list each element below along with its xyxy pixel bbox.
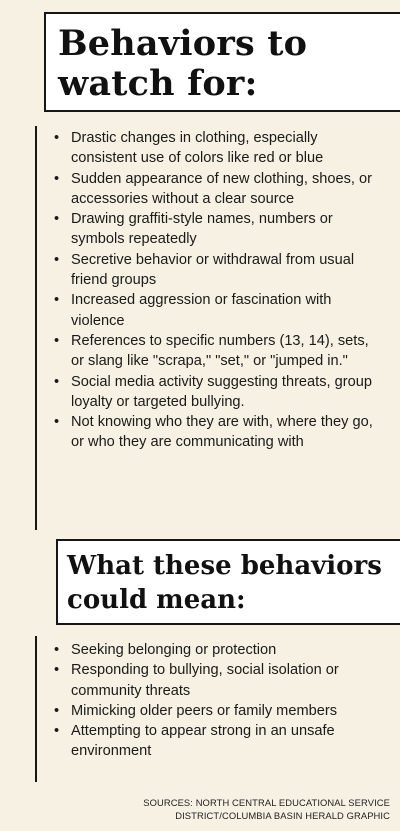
- bullet-icon: •: [54, 414, 60, 431]
- meanings-heading-line1: What these behaviors: [67, 551, 382, 581]
- list-item: [52, 128, 374, 169]
- sources-line1: SOURCES: NORTH CENTRAL EDUCATIONAL SERVICE: [143, 797, 390, 808]
- list-item-text: Social media activity suggesting threats, group loyalty or targeted bullying.: [71, 373, 372, 410]
- list-item: [52, 701, 374, 721]
- bullet-icon: •: [54, 642, 60, 658]
- list-item: [52, 169, 374, 210]
- list-item: [52, 640, 374, 660]
- sources-credit: [100, 796, 390, 822]
- bullet-icon: •: [54, 373, 60, 390]
- behaviors-list: [52, 128, 374, 453]
- bullet-icon: •: [54, 662, 60, 679]
- meanings-heading: [58, 541, 400, 617]
- behaviors-heading-box: [44, 12, 400, 112]
- bullet-icon: •: [54, 292, 60, 309]
- list-item: [52, 721, 374, 762]
- bullet-icon: •: [54, 251, 60, 268]
- list-item-text: References to specific numbers (13, 14), sets, or slang like "scrapa," "set," or "jumped in.": [71, 332, 369, 370]
- list-item: [52, 209, 374, 250]
- sources-line2: DISTRICT/COLUMBIA BASIN HERALD GRAPHIC: [175, 810, 390, 821]
- list-item: [52, 660, 374, 701]
- meanings-heading-line2: could mean:: [67, 585, 246, 615]
- behaviors-heading: [46, 14, 400, 104]
- list-item-text: Responding to bullying, social isolation or community threats: [71, 662, 339, 699]
- bullet-icon: •: [54, 702, 60, 719]
- meanings-list: [52, 640, 374, 762]
- list-item: [52, 331, 374, 372]
- list-item: [52, 412, 374, 453]
- list-item: [52, 290, 374, 331]
- bullet-icon: •: [54, 130, 60, 146]
- bullet-icon: •: [54, 170, 60, 187]
- list-item-text: Not knowing who they are with, where they go, or who they are communicating with: [71, 414, 373, 451]
- behaviors-heading-line2: watch for:: [58, 63, 258, 104]
- meanings-side-rule: [35, 636, 37, 782]
- list-item-text: Drawing graffiti-style names, numbers or symbols repeatedly: [71, 211, 333, 248]
- list-item: [52, 250, 374, 291]
- bullet-icon: •: [54, 211, 60, 228]
- bullet-icon: •: [54, 332, 60, 349]
- list-item-text: Secretive behavior or withdrawal from usual friend groups: [71, 251, 355, 289]
- list-item-text: Sudden appearance of new clothing, shoes, or accessories without a clear source: [71, 170, 373, 207]
- list-item-text: Mimicking older peers or family members: [71, 702, 338, 719]
- list-item-text: Attempting to appear strong in an unsafe environment: [71, 723, 335, 760]
- list-item-text: Drastic changes in clothing, especially consistent use of colors like red or blue: [71, 130, 324, 167]
- behaviors-side-rule: [35, 126, 37, 530]
- bullet-icon: •: [54, 723, 60, 740]
- meanings-heading-box: [56, 539, 400, 625]
- behaviors-heading-line1: Behaviors to: [58, 23, 308, 64]
- list-item-text: Increased aggression or fascination with violence: [71, 292, 332, 329]
- list-item-text: Seeking belonging or protection: [71, 642, 277, 658]
- list-item: [52, 372, 374, 413]
